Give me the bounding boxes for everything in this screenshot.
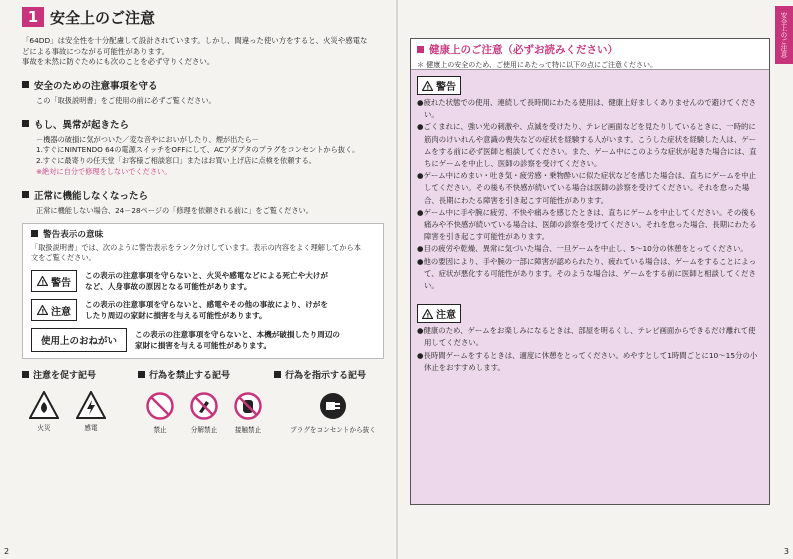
symbol-heading [22,368,138,381]
health-box-header [411,39,769,70]
symbol-label: 分解禁止 [190,426,218,435]
list-item: ●ゲーム中に手や腕に疲労、不快や痛みを感じたときは、直ちにゲームを中止してください。その後も痛みや不快感が続いている場合は、医師の診察を受けてください。それを怠った場合、長期にわたる障害を引き起こす可能性があります。 [417,207,757,242]
list-item: ●健康のため、ゲームをお楽しみになるときは、部屋を明るくし、テレビ画面からできるだけ離れて使用してください。 [417,326,756,348]
usage-request-label: 使用上のおねがい [31,328,127,352]
meaning-text: この表示の注意事項を守らないと、火災や感電などによる死亡や大けが [85,271,328,281]
svg-text:!: ! [41,308,45,316]
symbol-row [22,391,384,434]
health-box-subtitle: ＊ 健康上の安全のため、ご使用にあたって特に以下の点にご注意ください。 [417,61,657,69]
warning-label [31,270,77,292]
right-page [398,0,793,559]
shock-symbol [66,391,116,432]
section-heading-text: 正常に機能しなくなったら [34,190,149,202]
symbol-label: 禁止 [153,426,167,435]
caution-list [417,325,761,374]
caution-label-text: 注意 [51,306,71,318]
section-heading-text: もし、異常が起きたら [34,119,130,131]
list-item: ●長時間ゲームをするときは、適度に休憩をとってください。めやすとして1時間ごとに10～15分の小休止をおすすめします。 [417,350,758,372]
section-number: 1 [22,7,44,27]
caution-label [417,304,461,323]
warning-label [417,76,461,95]
symbol-heading [274,368,366,381]
fire-warning-icon [29,391,59,419]
prohibition-icon [145,391,175,421]
warning-list [417,97,761,292]
no-disassembly-icon [189,391,219,421]
symbol-label: 感電 [84,424,98,433]
warning-triangle-icon [422,81,433,91]
fire-symbol [22,391,66,432]
side-tab: 安全上のご注意 [775,6,793,64]
list-item: ●他の要因により、手や腕の一部に障害が認められたり、疲れている場合は、ゲームをすることによって、症状が悪化する可能性があります。そのような場合は、ゲームをする前に医師と相談してください。 [417,256,757,291]
svg-text:!: ! [426,312,430,319]
intro-line: 事故を未然に防ぐためにも次のことを必ず守りください。 [22,57,215,67]
meaning-text: など、人身事故の原因となる可能性があります。 [85,282,252,292]
list-item: ●疲れた状態での使用、連続して長時間にわたる使用は、健康上好ましくありませんので避けてください。 [417,98,757,120]
square-bullet-icon [138,371,145,378]
section-body: この「取扱説明書」をご使用の前に必ずご覧ください。 [36,95,216,105]
warning-triangle-icon [37,305,48,315]
intro-text [22,36,384,68]
symbol-heading-text: 行為を指示する記号 [285,371,367,382]
section-heading-malfunction [22,188,384,202]
section-heading-safety [22,78,384,92]
repair-warning: ※絶対に自分で修理をしないでください。 [36,166,172,176]
section-body: 1.すぐにNINTENDO 64の電源スイッチをOFFにして、ACアダプタのプラグをコンセントから抜く。 [36,145,360,155]
list-item: ●目の疲労や乾燥、異常に気づいた場合、一旦ゲームを中止し、5～10分の休憩をとってください。 [417,244,748,254]
symbol-headings [22,368,384,381]
no-touch-symbol [226,391,270,434]
section-body: 正常に機能しない場合、24－28ページの「修理を依頼される前に」をご覧ください。 [36,205,313,215]
section-body: 2.すぐに最寄りの任天堂「お客様ご相談窓口」またはお買い上げ店に点検を依頼する。 [36,156,316,166]
prohibit-symbol [138,391,182,434]
meaning-row-warning [31,270,377,292]
health-box-title-text: 健康上のご注意（必ずお読みください） [429,44,618,56]
electric-shock-icon [76,391,106,419]
health-box-title [417,42,763,57]
meaning-intro: 「取扱説明書」では、次のように警告表示をランク分けしています。表示の内容をよく理解してから本 [31,242,361,252]
meaning-intro: 文をご覧ください。 [31,252,96,262]
warning-triangle-icon [37,276,48,286]
intro-line: 「64DD」は安全性を十分配慮して設計されています。しかし、間違った使い方をすると、火災や感電な [22,36,368,45]
meaning-text: 家財に損害を与える可能性があります。 [135,341,272,351]
page-number-left: 2 [4,547,10,556]
list-item: ●ゲーム中にめまい・吐き気・疲労感・乗物酔いに似た症状などを感じた場合は、直ちにゲームを中止してください。その後も不快感が続いている場合は医師の診察を受けてください。それを怠った場合、長期にわたる障害を引き起こす可能性があります。 [417,171,757,205]
square-bullet-icon [417,46,424,53]
list-item: ●ごくまれに、強い光の刺激や、点滅を受けたり、テレビ画面などを見たりしているときに、一時的に筋肉のけいれんや意識の喪失などの症状を経験する人がいます。こうした症状を経験した人は、ゲームをする前に必ず医師と相談してください。また、ゲーム中にこのような症状が起きた場合には、直ちにゲームを中止し、医師の診察を受けてください。 [417,122,757,169]
meaning-text: したり周辺の家財に損害を与える可能性があります。 [85,311,267,321]
section-body: －機器の破損に気がついた／変な音やにおいがしたり、煙が出たら－ [36,134,259,144]
no-disassembly-symbol [182,391,226,434]
symbol-label: 接触禁止 [234,426,262,435]
page-title-row [22,6,384,28]
meaning-row-request [31,328,377,352]
symbol-heading-text: 注意を促す記号 [33,371,97,382]
meaning-row-caution [31,299,377,321]
unplug-icon [318,391,348,421]
svg-text:!: ! [41,279,45,287]
square-bullet-icon [31,230,38,237]
intro-line: どによる事故につながる可能性があります。 [22,46,170,56]
svg-text:!: ! [426,84,430,91]
square-bullet-icon [274,371,281,378]
caution-label-text: 注意 [436,310,456,322]
square-bullet-icon [22,81,29,88]
meaning-heading-text: 警告表示の意味 [43,229,104,240]
warning-label-text: 警告 [51,277,71,289]
square-bullet-icon [22,191,29,198]
caution-label [31,299,77,321]
square-bullet-icon [22,371,29,378]
symbol-label: 火災 [37,424,51,433]
symbol-heading [138,368,274,381]
page-title: 安全上のご注意 [50,8,156,27]
square-bullet-icon [22,120,29,127]
meaning-text: この表示の注意事項を守らないと、感電やその他の事故により、けがを [85,300,328,310]
symbol-heading-text: 行為を禁止する記号 [149,371,231,382]
page-number-right: 3 [783,547,789,556]
symbol-label: プラグをコンセントから抜く [290,426,376,435]
section-heading-text: 安全のための注意事項を守る [34,80,158,92]
warning-label-text: 警告 [436,82,456,93]
warning-triangle-icon [422,309,433,319]
meaning-heading [31,228,377,240]
section-heading-abnormal [22,117,384,131]
health-caution-box [410,38,770,505]
unplug-symbol [288,391,378,434]
meaning-text: この表示の注意事項を守らないと、本機が破損したり周辺の [135,330,341,340]
no-touch-icon [233,391,263,421]
warning-meaning-box [22,223,384,360]
